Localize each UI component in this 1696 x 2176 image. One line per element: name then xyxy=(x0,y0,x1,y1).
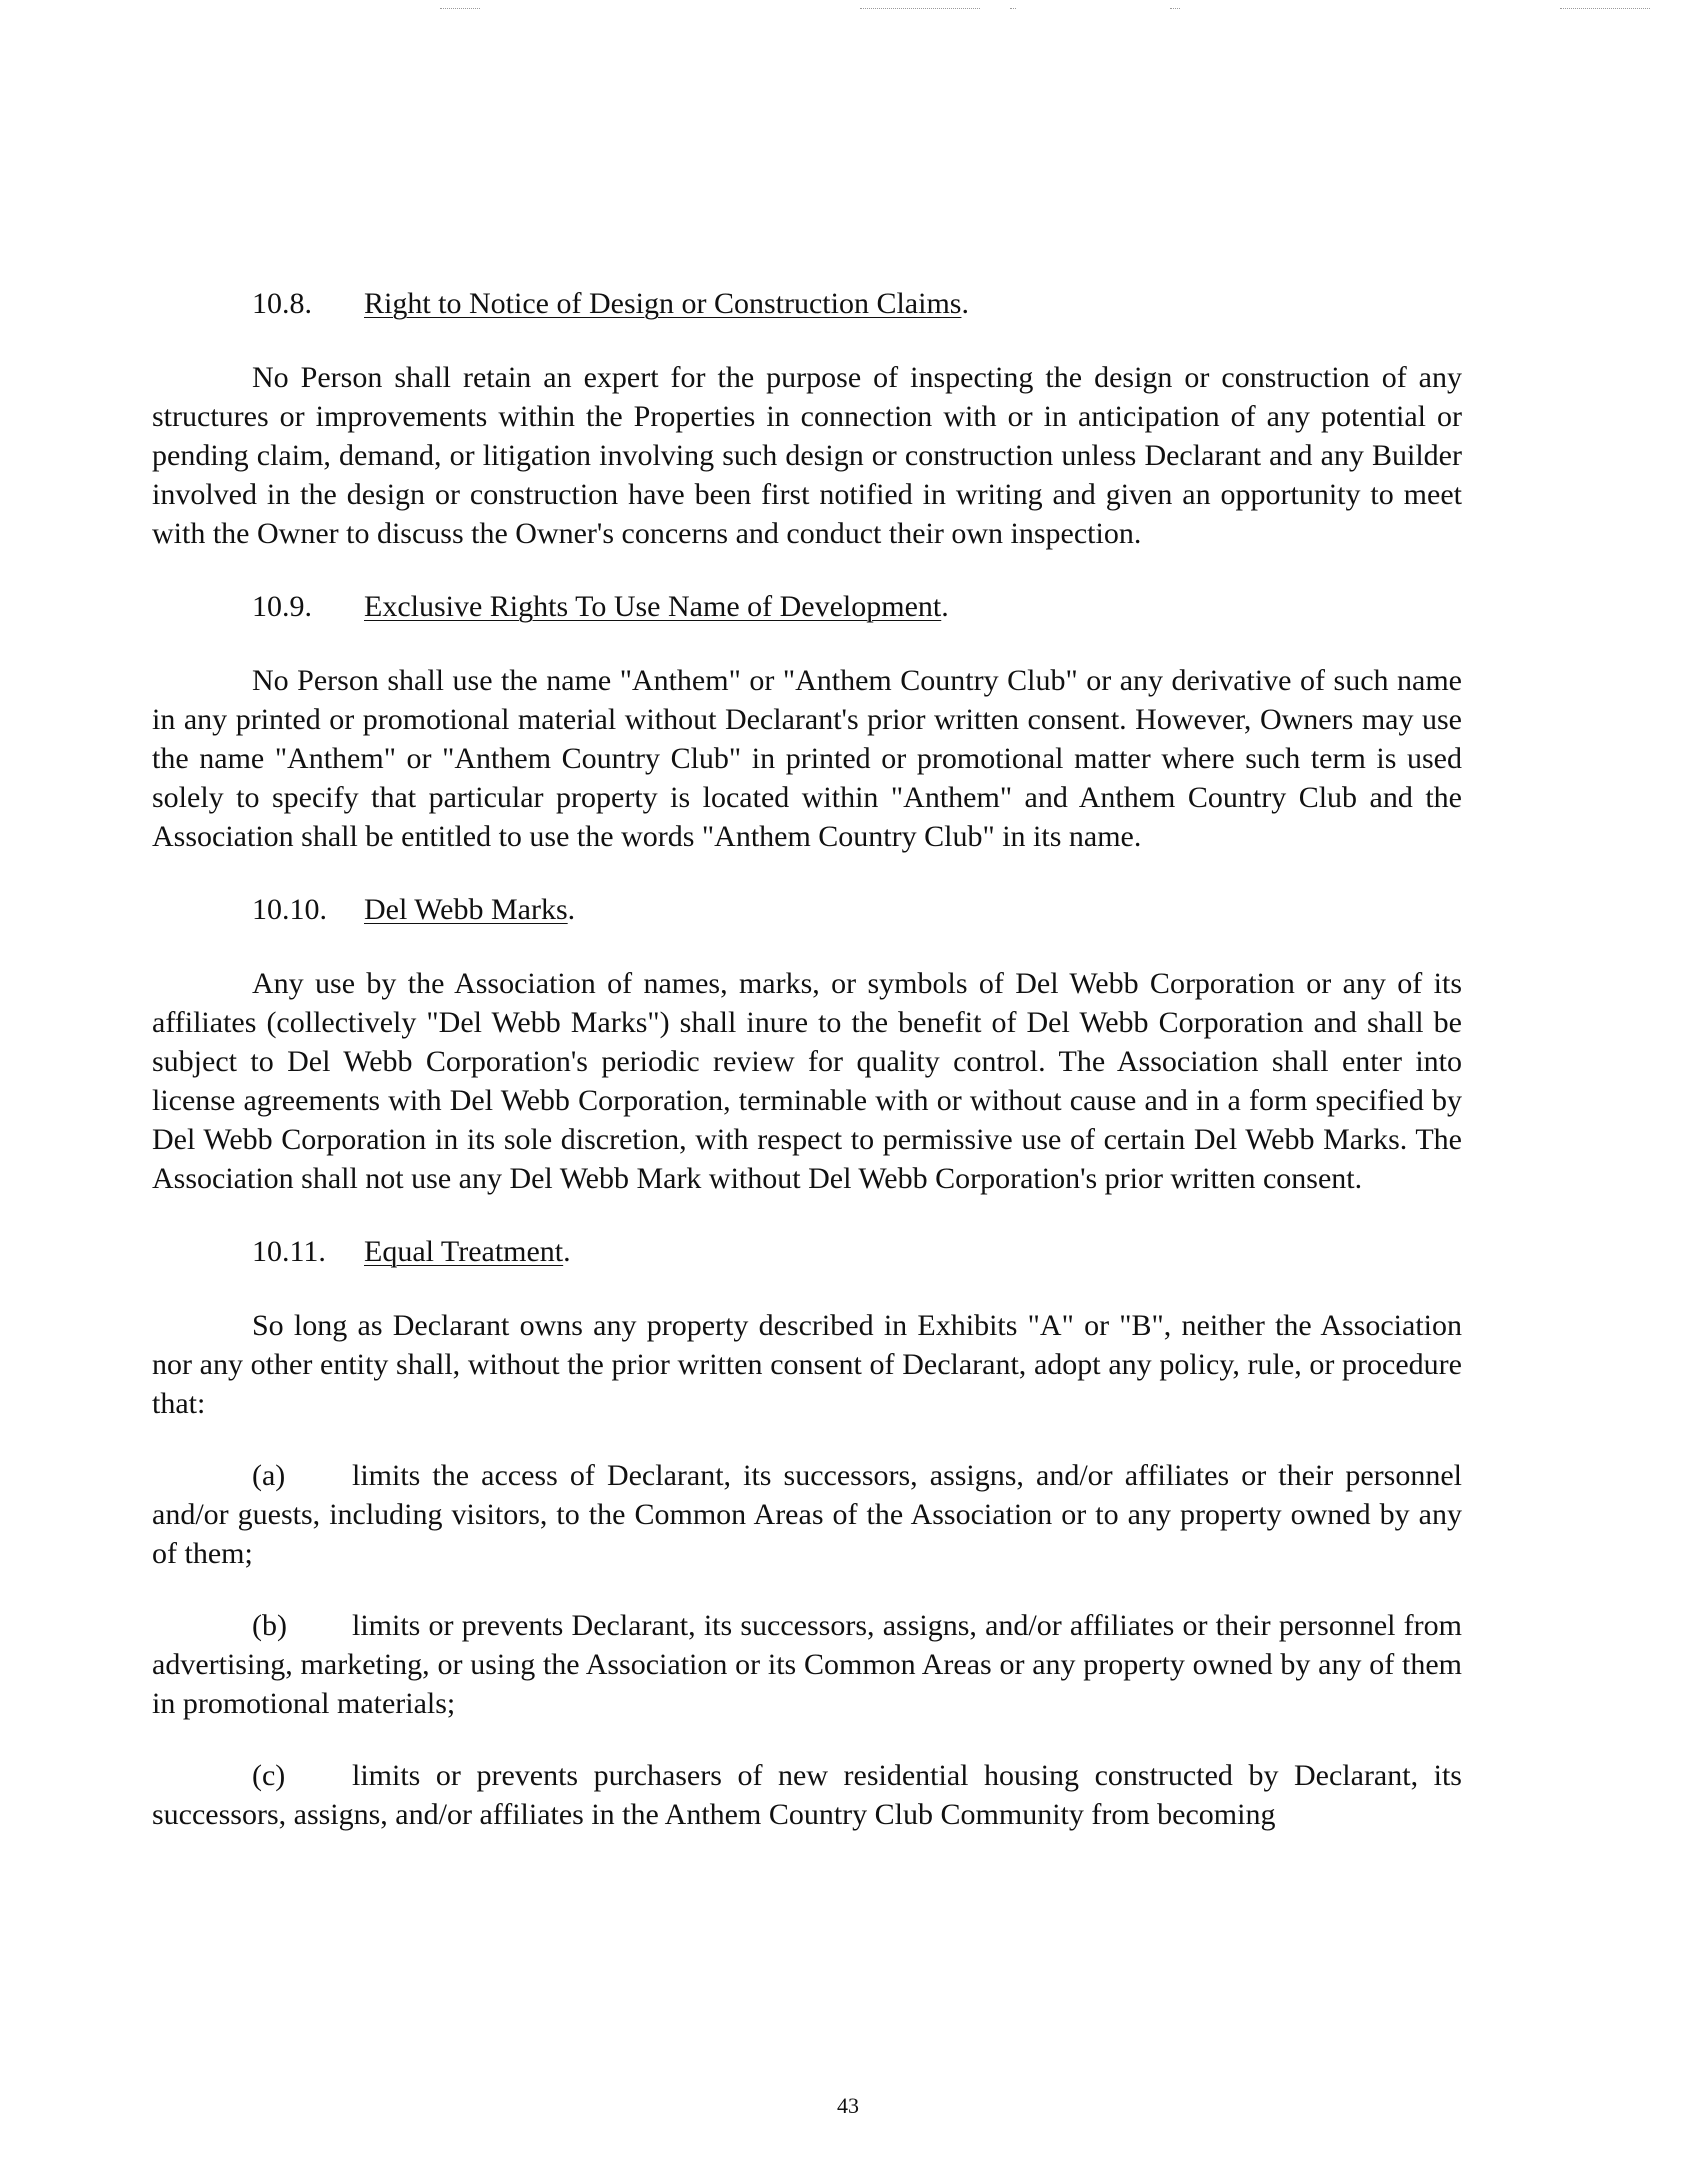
section-heading: 10.11. Equal Treatment. xyxy=(152,1232,1462,1271)
list-item-label: (a) xyxy=(252,1459,286,1492)
section-paragraph: No Person shall retain an expert for the purpose of inspecting the design or construction of any structures or improvements within the Properties in connection with or in anticipation of any potential or pending claim, demand, or litigation involving such design or construction unless Declarant and any Builder involved in the design or construction have been first notified in writing and given an opportunity to meet with the Owner to discuss the Owner's concerns and conduct their own inspection. xyxy=(152,361,1462,550)
section-title: Exclusive Rights To Use Name of Development xyxy=(364,590,942,623)
section-title: Equal Treatment xyxy=(364,1235,564,1268)
section-title: Del Webb Marks xyxy=(364,893,568,926)
list-item xyxy=(152,1756,1462,1834)
list-item-text: limits or prevents Declarant, its successors, assigns, and/or affiliates or their personnel from advertising, marketing, or using the Association or its Common Areas or any property owned by any of them in promotional materials; xyxy=(152,1609,1462,1720)
list-item xyxy=(152,1606,1462,1723)
section-heading: 10.8. Right to Notice of Design or Construction Claims. xyxy=(152,284,1462,323)
section-heading: 10.10. Del Webb Marks. xyxy=(152,890,1462,929)
section-number: 10.11. xyxy=(252,1235,326,1268)
section-title: Right to Notice of Design or Construction Claims xyxy=(364,287,962,320)
document-body xyxy=(152,284,1462,1834)
scan-artifacts xyxy=(0,8,1696,14)
section-paragraph: No Person shall use the name "Anthem" or "Anthem Country Club" or any derivative of such name in any printed or promotional material without Declarant's prior written consent. However, Owners may use the name "Anthem" or "Anthem Country Club" in printed or promotional matter where such term is used solely to specify that particular property is located within "Anthem" and Anthem Country Club and the Association shall be entitled to use the words "Anthem Country Club" in its name. xyxy=(152,664,1462,853)
list-item xyxy=(152,1456,1462,1573)
section-paragraph: So long as Declarant owns any property described in Exhibits "A" or "B", neither the Association nor any other entity shall, without the prior written consent of Declarant, adopt any policy, rule, or procedure that: xyxy=(152,1309,1462,1420)
list-item-label: (c) xyxy=(252,1759,286,1792)
section-number: 10.10. xyxy=(252,893,327,926)
section-heading: 10.9. Exclusive Rights To Use Name of Development. xyxy=(152,587,1462,626)
section-number: 10.9. xyxy=(252,590,312,623)
page-number: 43 xyxy=(837,2093,859,2118)
list-item-label: (b) xyxy=(252,1609,287,1642)
section-number: 10.8. xyxy=(252,287,312,320)
section-paragraph: Any use by the Association of names, marks, or symbols of Del Webb Corporation or any of its affiliates (collectively "Del Webb Marks") shall inure to the benefit of Del Webb Corporation and shall be subject to Del Webb Corporation's periodic review for quality control. The Association shall enter into license agreements with Del Webb Corporation, terminable with or without cause and in a form specified by Del Webb Corporation in its sole discretion, with respect to permissive use of certain Del Webb Marks. The Association shall not use any Del Webb Mark without Del Webb Corporation's prior written consent. xyxy=(152,967,1462,1195)
list-item-text: limits the access of Declarant, its successors, assigns, and/or affiliates or their personnel and/or guests, including visitors, to the Common Areas of the Association or to any property owned by any of them; xyxy=(152,1459,1462,1570)
list-item-text: limits or prevents purchasers of new residential housing constructed by Declarant, its successors, assigns, and/or affiliates in the Anthem Country Club Community from becoming xyxy=(152,1759,1462,1831)
